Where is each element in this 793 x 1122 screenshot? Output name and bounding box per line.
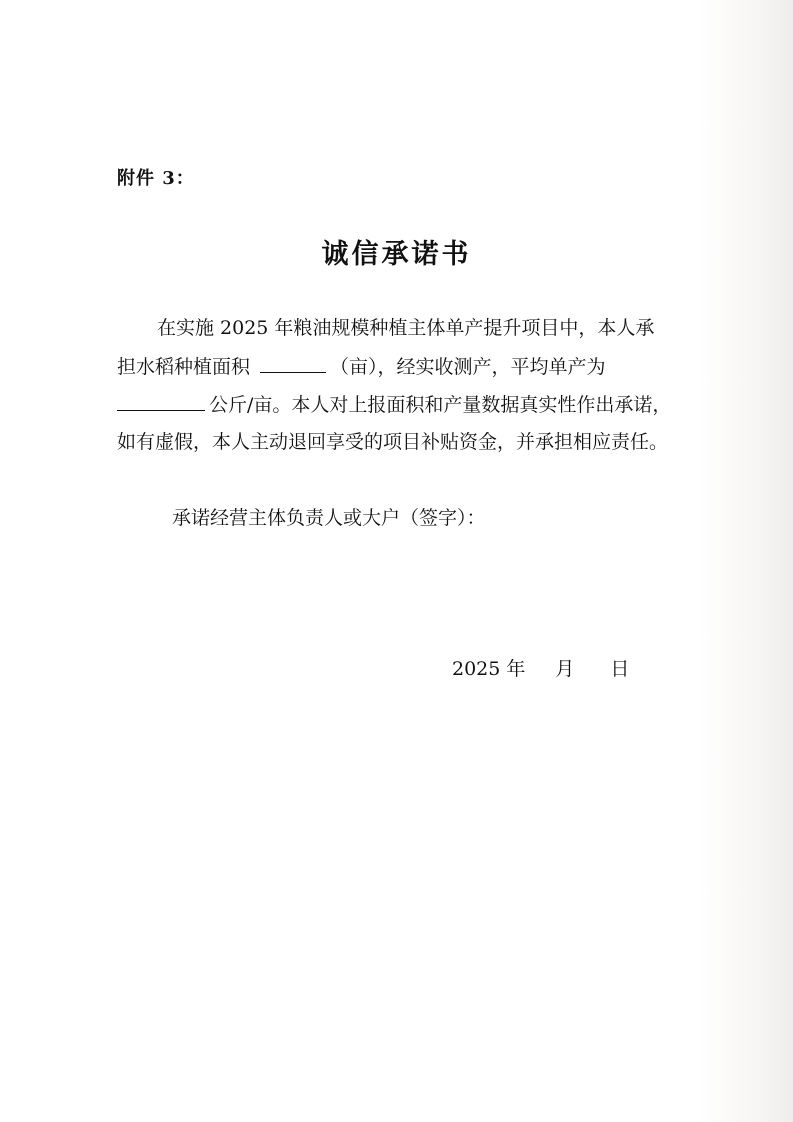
body-line-3-text-after: 公斤/亩。本人对上报面积和产量数据真实性作出承诺，: [209, 394, 672, 416]
body-line-2-text-after: （亩），经实收测产，平均单产为: [330, 356, 606, 378]
body-line-2-text-before: 担水稻种植面积: [117, 356, 251, 378]
planting-area-blank[interactable]: [260, 353, 326, 373]
body-line-4: [117, 429, 693, 456]
signature-label: 承诺经营主体负责人或大户（签字）：: [172, 507, 486, 529]
average-yield-blank[interactable]: [117, 391, 205, 411]
document-title: 诚信承诺书: [321, 239, 472, 270]
body-line-3: [117, 391, 693, 419]
date-day: 日: [610, 658, 630, 680]
body-line-1: [117, 315, 733, 342]
body-line-2: [117, 353, 693, 381]
date-month: 月: [555, 658, 575, 680]
body-line-4-text: 如有虚假，本人主动退回享受的项目补贴资金，并承担相应责任。: [117, 431, 669, 453]
date-line: [452, 656, 629, 683]
body-line-1-text: 在实施 2025 年粮油规模种植主体单产提升项目中，本人承: [157, 317, 655, 339]
date-year: 2025 年: [452, 658, 526, 680]
annex-label: 附件 3：: [117, 168, 195, 189]
